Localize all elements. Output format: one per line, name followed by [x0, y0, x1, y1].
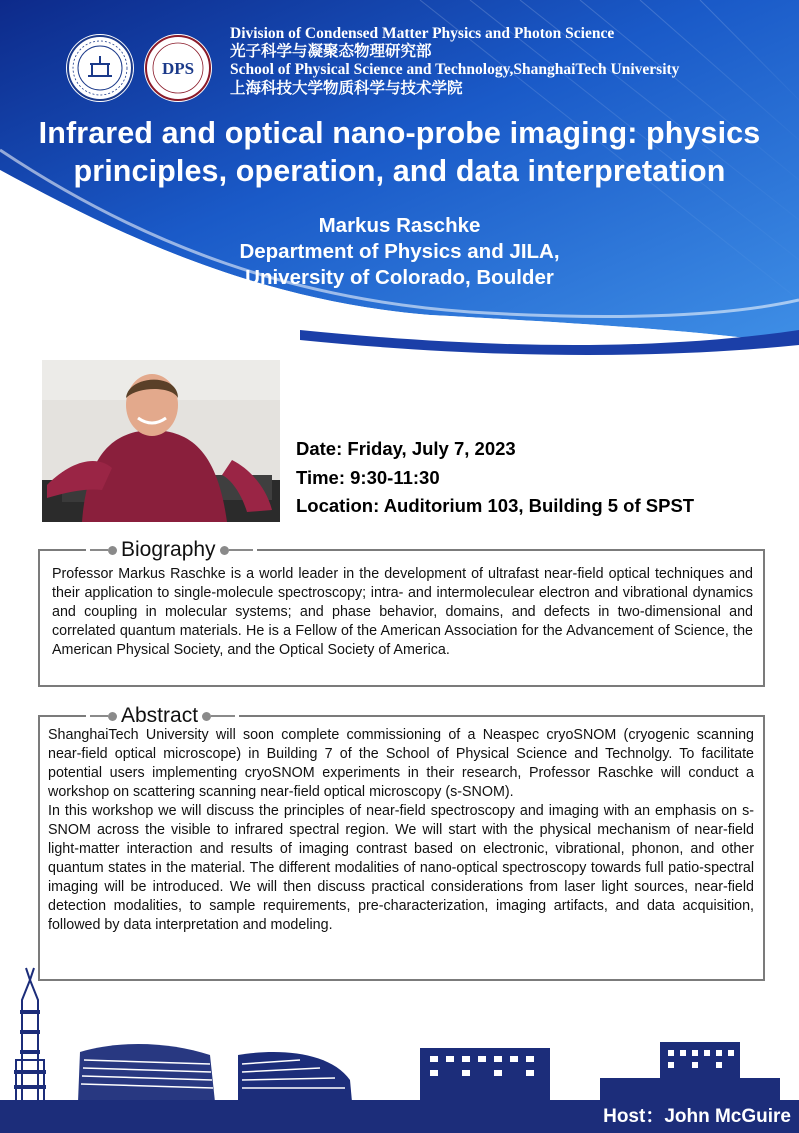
- svg-text:DPS: DPS: [161, 59, 195, 78]
- host-bar: [0, 1102, 799, 1133]
- logo-group: [66, 34, 212, 102]
- bullet-dot-icon: [108, 712, 117, 721]
- talk-title-line1: Infrared and optical nano-probe imaging: physics: [38, 116, 761, 150]
- event-location: Location: Auditorium 103, Building 5 of SPST: [296, 495, 695, 516]
- talk-title-line2: principles, operation, and data interpretation: [73, 154, 726, 188]
- host-name: Host：John McGuire: [603, 1106, 791, 1127]
- biography-heading: Biography: [121, 538, 216, 561]
- biography-section: [38, 538, 765, 687]
- division-name-en: Division of Condensed Matter Physics and Photon Science: [230, 25, 615, 42]
- school-name-en: School of Physical Science and Technology,ShanghaiTech University: [230, 61, 680, 79]
- abstract-heading: Abstract: [121, 704, 199, 727]
- shanghaitech-university-logo: [66, 34, 134, 102]
- bullet-dot-icon: [202, 712, 211, 721]
- biography-text: Professor Markus Raschke is a world leader in the development of ultrafast near-field optical techniques and their application to single-molecule spectroscopy; intra- and intermoleculear electron and vibrational dynamics and coupling in molecular systems; and phase behavior, domains, and defects in two-dimensional and correlated quantum materials. He is a Fellow of the American Association for the Advancement of Science, the American Physical Society, and the Optical Society of America.: [52, 566, 753, 658]
- abstract-paragraph-2: In this workshop we will discuss the principles of near-field spectroscopy and imaging with an emphasis on s-SNOM across the visible to infrared spectral region. We will start with the physical mechanism of near-field light-matter interaction and results of imaging contrast based on electronic, vibrational, phonon, and other quantum states in the material. The different modalities of nano-optical spectroscopy towards full patio-spectral imaging will be introduced. We will then discuss practical considerations from laser light sources, near-field detection modalities, to sample requirements, pre-characterization, imaging artifacts, and data acquisition, followed by data interpretation and modeling.: [48, 803, 754, 933]
- heading-rule-left: [90, 715, 108, 717]
- heading-rule-right: [229, 549, 253, 551]
- speaker-name: Markus Raschke: [318, 214, 481, 237]
- talk-title: [0, 114, 799, 190]
- heading-rule-right: [211, 715, 235, 717]
- speaker-photo: [42, 360, 280, 522]
- event-date: Date: Friday, July 7, 2023: [296, 438, 516, 459]
- speaker-block: [0, 213, 799, 291]
- abstract-section: [38, 704, 765, 981]
- speaker-affiliation-line1: Department of Physics and JILA,: [239, 240, 560, 263]
- division-name-cn: 光子科学与凝聚态物理研究部: [230, 43, 432, 61]
- dps-logo: [144, 34, 212, 102]
- biography-header: [86, 539, 257, 561]
- speaker-affiliation-line2: University of Colorado, Boulder: [245, 266, 554, 289]
- heading-rule-left: [90, 549, 108, 551]
- event-time: Time: 9:30-11:30: [296, 466, 440, 488]
- bullet-dot-icon: [108, 546, 117, 555]
- bullet-dot-icon: [220, 546, 229, 555]
- abstract-paragraph-1: ShanghaiTech University will soon complete commissioning of a Neaspec cryoSNOM (cryogenic scanning near-field optical microscope) in Building 7 of the School of Physical Science and Technolgy. To facilitate potential users implementing cryoSNOM experiments in their research, Professor Raschke will conduct a workshop on scattering scanning near-field optical microscopy (s-SNOM).: [48, 727, 754, 800]
- event-info: [296, 435, 694, 521]
- abstract-header: [86, 705, 239, 727]
- organization-block: [230, 25, 679, 98]
- abstract-body: [40, 717, 763, 935]
- school-name-cn: 上海科技大学物质科学与技术学院: [230, 79, 463, 97]
- header-banner: [0, 0, 799, 360]
